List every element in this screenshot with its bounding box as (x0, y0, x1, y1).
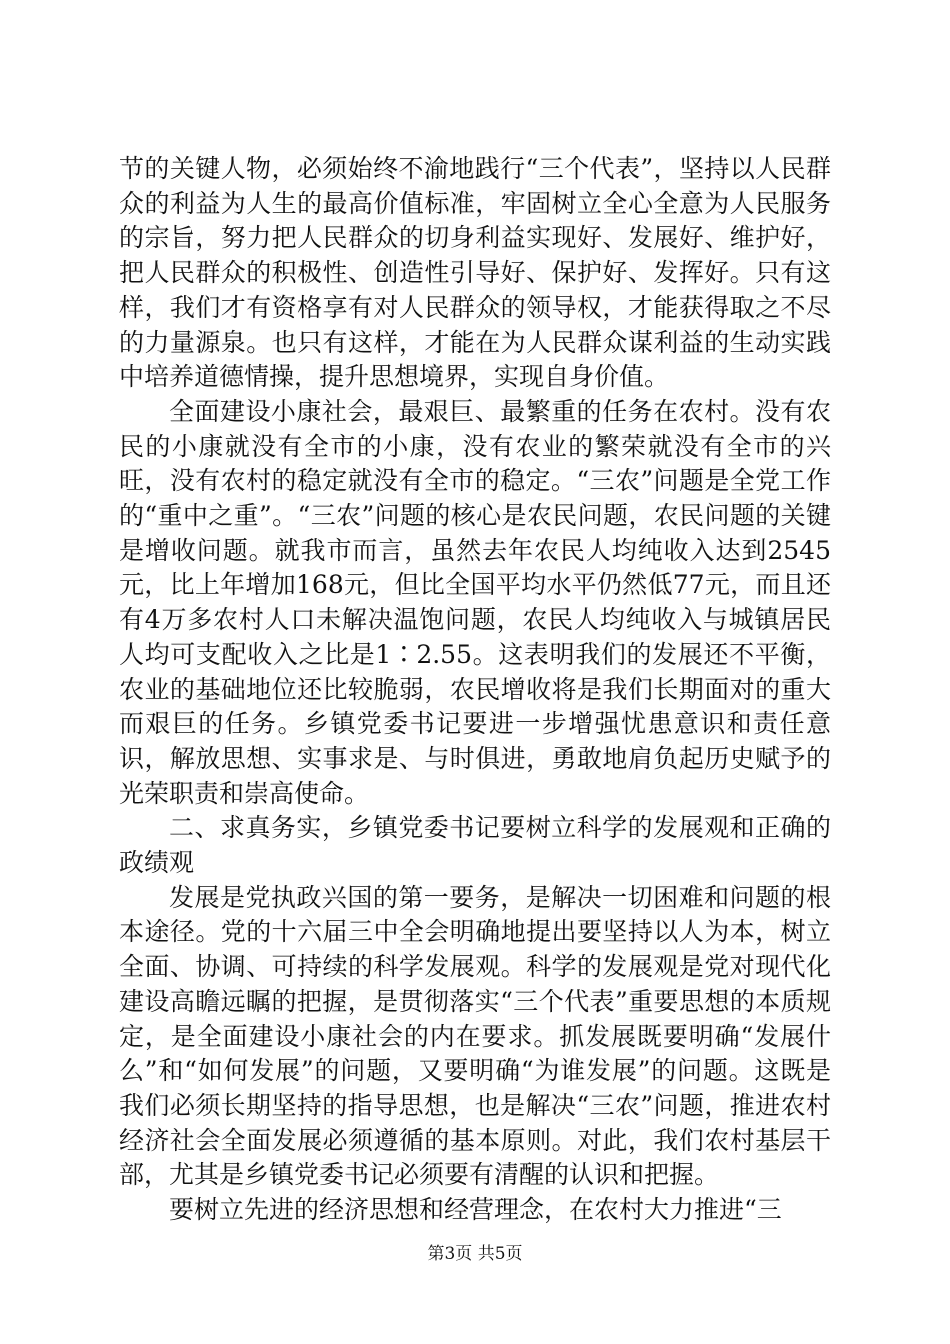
paragraph-1: 节的关键人物，必须始终不渝地践行“三个代表”，坚持以人民群众的利益为人生的最高价值标准，牢固树立全心全意为人民服务的宗旨，努力把人民群众的切身利益实现好、发展好、维护好，把人民群众的积极性、创造性引导好、保护好、发挥好。只有这样，我们才有资格享有对人民群众的领导权，才能获得取之不尽的力量源泉。也只有这样，才能在为人民群众谋利益的生动实践中培养道德情操，提升思想境界，实现自身价值。 (119, 154, 831, 392)
paragraph-2: 全面建设小康社会，最艰巨、最繁重的任务在农村。没有农民的小康就没有全市的小康，没有农业的繁荣就没有全市的兴旺，没有农村的稳定就没有全市的稳定。“三农”问题是全党工作的“重中之重”。“三农”问题的核心是农民问题，农民问题的关键是增收问题。就我市而言，虽然去年农民人均纯收入达到2545元，比上年增加168元，但比全国平均水平仍然低77元，而且还有4万多农村人口未解决温饱问题，农民人均纯收入与城镇居民人均可支配收入之比是1∶2.55。这表明我们的发展还不平衡，农业的基础地位还比较脆弱，农民增收将是我们长期面对的重大而艰巨的任务。乡镇党委书记要进一步增强忧患意识和责任意识，解放思想、实事求是、与时俱进，勇敢地肩负起历史赋予的光荣职责和崇高使命。 (119, 396, 831, 808)
document-body (119, 152, 831, 1228)
section-heading: 二、求真务实，乡镇党委书记要树立科学的发展观和正确的政绩观 (119, 813, 831, 878)
page-footer: 第3页 共5页 (427, 1244, 523, 1264)
paragraph-3: 发展是党执政兴国的第一要务，是解决一切困难和问题的根本途径。党的十六届三中全会明确地提出要坚持以人为本，树立全面、协调、可持续的科学发展观。科学的发展观是党对现代化建设高瞻远瞩的把握，是贯彻落实“三个代表”重要思想的本质规定，是全面建设小康社会的内在要求。抓发展既要明确“发展什么”和“如何发展”的问题，又要明确“为谁发展”的问题。这既是我们必须长期坚持的指导思想，也是解决“三农”问题，推进农村经济社会全面发展必须遵循的基本原则。对此，我们农村基层干部，尤其是乡镇党委书记必须要有清醒的认识和把握。 (119, 882, 831, 1190)
paragraph-4: 要树立先进的经济思想和经营理念，在农村大力推进“三 (169, 1195, 782, 1225)
